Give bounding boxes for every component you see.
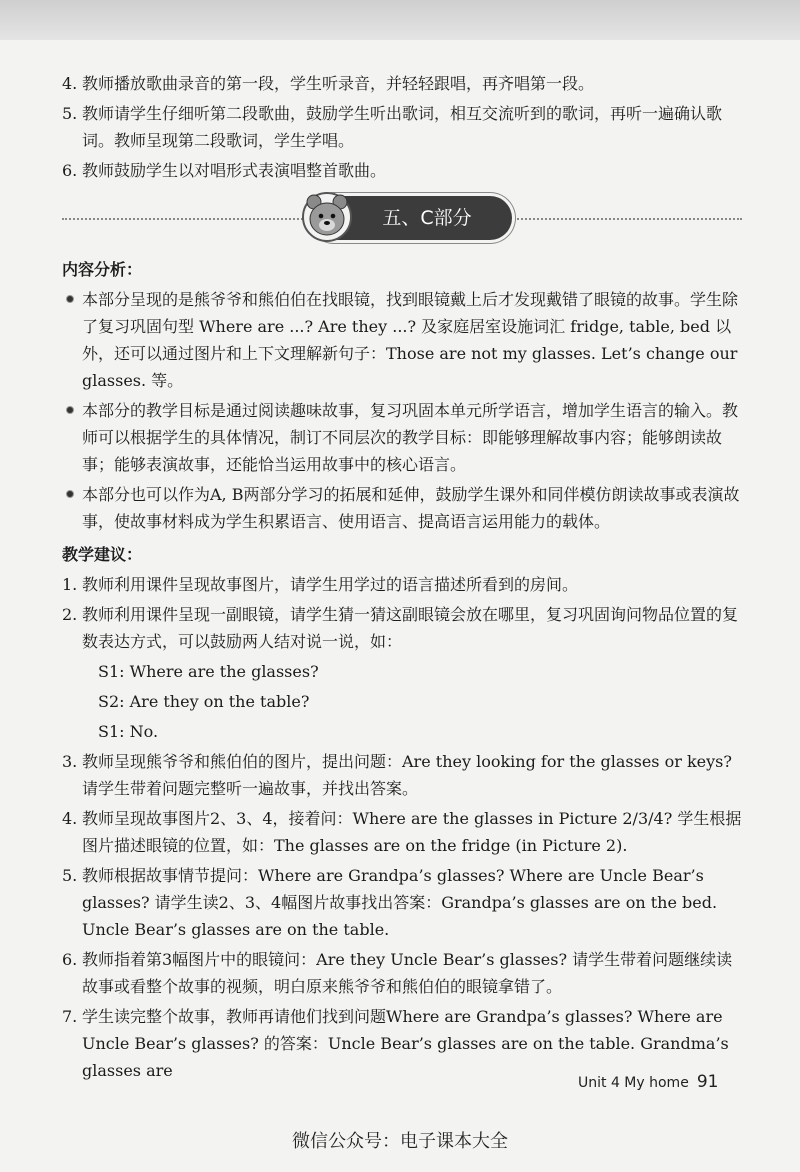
list-item: 6. 教师鼓励学生以对唱形式表演唱整首歌曲。 [62, 161, 387, 180]
list-item: 6. 教师指着第3幅图片中的眼镜问：Are they Uncle Bear’s glasses? 请学生带着问题继续读故事或看整个故事的视频，明白原来熊爷爷和熊伯伯的眼镜拿错了。 [62, 950, 733, 996]
bullet-dot-icon [66, 295, 74, 303]
page-number: 91 [696, 1072, 719, 1092]
bullet-item: 本部分呈现的是熊爷爷和熊伯伯在找眼镜，找到眼镜戴上后才发现戴错了眼镜的故事。学生除了复习巩固句型 Where are ...? Are they ...? 及家庭居室设施词汇 fridge, table, bed 以外，还可以通过图片和上下文理解新句子：Those are not my glasses. Let’s change our glasses. 等。 [62, 286, 742, 394]
footer-unit: Unit 4 My home [578, 1075, 689, 1091]
bullet-item: 本部分也可以作为A, B两部分学习的拓展和延伸，鼓励学生课外和同伴模仿朗读故事或表演故事，使故事材料成为学生积累语言、使用语言、提高语言运用能力的载体。 [62, 481, 742, 535]
top-decorative-band [0, 0, 800, 40]
dialog-line: S2: Are they on the table? [98, 692, 310, 711]
bear-icon [302, 190, 352, 244]
top-list [62, 70, 742, 184]
dialog-line: S1: Where are the glasses? [98, 662, 319, 681]
section-title: 五、C部分 [382, 207, 472, 229]
list-item: 3. 教师呈现熊爷爷和熊伯伯的图片，提出问题：Are they looking for the glasses or keys? 请学生带着问题完整听一遍故事，并找出答案。 [62, 752, 732, 798]
analysis-heading: 内容分析： [62, 260, 143, 279]
list-item: 2. 教师利用课件呈现一副眼镜，请学生猜一猜这副眼镜会放在哪里，复习巩固询问物品位置的复数表达方式，可以鼓励两人结对说一说，如： [62, 605, 739, 651]
bullet-dot-icon [66, 490, 74, 498]
bullet-dot-icon [66, 406, 74, 414]
section-banner [312, 196, 512, 240]
list-item: 4. 教师播放歌曲录音的第一段，学生听录音，并轻轻跟唱，再齐唱第一段。 [62, 74, 595, 93]
list-item: 1. 教师利用课件呈现故事图片，请学生用学过的语言描述所看到的房间。 [62, 575, 579, 594]
page-content [62, 70, 742, 1087]
bullet-item: 本部分的教学目标是通过阅读趣味故事，复习巩固本单元所学语言，增加学生语言的输入。教师可以根据学生的具体情况，制订不同层次的教学目标：即能够理解故事内容；能够朗读故事；能够表演故事，还能恰当运用故事中的核心语言。 [62, 397, 742, 478]
section-divider [62, 188, 742, 250]
list-item: 4. 教师呈现故事图片2、3、4，接着问：Where are the glasses in Picture 2/3/4? 学生根据图片描述眼镜的位置，如：The glasses are on the fridge (in Picture 2). [62, 809, 742, 855]
suggestions-heading: 教学建议： [62, 545, 143, 564]
list-item: 5. 教师请学生仔细听第二段歌曲，鼓励学生听出歌词，相互交流听到的歌词，再听一遍确认歌词。教师呈现第二段歌词，学生学唱。 [62, 104, 723, 150]
list-item: 5. 教师根据故事情节提问：Where are Grandpa’s glasses? Where are Uncle Bear’s glasses? 请学生读2、3、4幅图片故事找出答案：Grandpa’s glasses are on the bed. Uncle Bear’s glasses are on the table. [62, 866, 718, 939]
list-item: 7. 学生读完整个故事，教师再请他们找到问题Where are Grandpa’s glasses? Where are Uncle Bear’s glasses? 的答案：Uncle Bear’s glasses are on the table. Grandma’s glasses are [62, 1007, 729, 1080]
watermark-caption: 微信公众号：电子课本大全 [292, 1131, 508, 1152]
page-footer [578, 1072, 718, 1092]
dialog-line: S1: No. [98, 722, 159, 741]
